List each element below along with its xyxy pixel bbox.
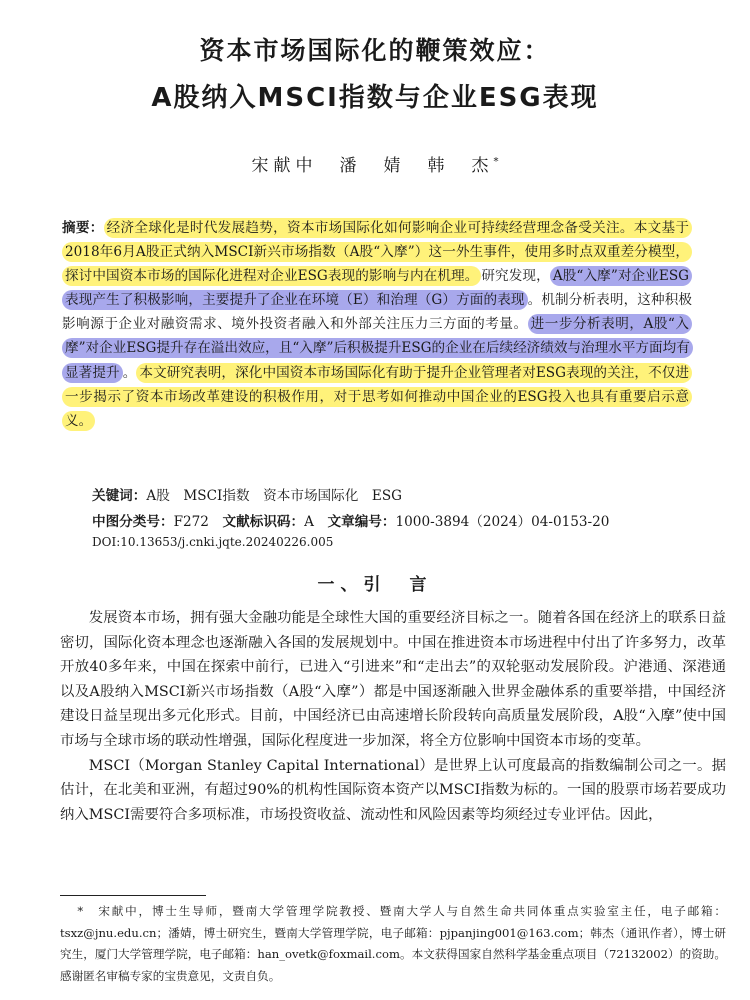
paper-title-line-2: A股纳入MSCI指数与企业ESG表现 (151, 83, 599, 113)
author-line (0, 151, 750, 176)
abstract-text: 。 (122, 364, 137, 381)
abstract-highlight-yellow: 经济全球化是时代发展趋势，资本市场国际化如何影响企业可持续经营理念备受关注。本文基于2018年6月A股正式纳入MSCI新兴市场指数（A股“入摩”）这一外生事件，使用多时点双重差分模型，探讨中国资本市场的国际化进程对企业ESG表现的影响与内在机理。 (62, 218, 692, 286)
keywords (92, 484, 402, 504)
abstract-label: 摘要： (62, 220, 104, 236)
footnote-divider (60, 895, 206, 896)
body-text (60, 606, 726, 827)
author-footnote-mark: * (493, 156, 499, 168)
paragraph: 发展资本市场，拥有强大金融功能是全球性大国的重要经济目标之一。随着各国在经济上的联系日益密切，国际化资本理念也逐渐融入各国的发展规划中。中国在推进资本市场进程中付出了许多努力，改革开放40多年来，中国在探索中前行，已进入“引进来”和“走出去”的双轮驱动发展阶段。沪港通、深港通以及A股纳入MSCI新兴市场指数（A股“入摩”）都是中国逐渐融入世界金融体系的重要举措，中国经济建设日益呈现出多元化形式。目前，中国经济已由高速增长阶段转向高质量发展阶段，A股“入摩”使中国市场与全球市场的联动性增强，国际化程度进一步加深，将全方位影响中国资本市场的变革。 (60, 610, 726, 749)
classification-line (92, 510, 609, 530)
paper-title-line-1: 资本市场国际化的鞭策效应： (199, 36, 551, 65)
doc-code-label: 文献标识码： (222, 514, 305, 530)
abstract-text: 研究发现， (481, 268, 550, 285)
abstract-highlight-purple: A股“入摩”对企业ESG表现产生了积极影响，主要提升了企业在环境（E）和治理（G）方面的表现 (62, 266, 692, 310)
keywords-value: A股 MSCI指数 资本市场国际化 ESG (146, 488, 403, 504)
abstract-highlight-purple: 进一步分析表明，A股“入摩”对企业ESG提升存在溢出效应，且“入摩”后积极提升ESG的企业在后续经济绩效与治理水平方面均有显著提升 (62, 314, 693, 382)
article-number-label: 文章编号： (327, 514, 396, 530)
paragraph: MSCI（Morgan Stanley Capital International）是世界上认可度最高的指数编制公司之一。据估计，在北美和亚洲，有超过90%的机构性国际资本资产以MSCI指数为标的。一国的股票市场若要成功纳入MSCI需要符合多项标准，市场投资收益、流动性和风险因素等均须经过专业评估。因此， (60, 757, 726, 823)
abstract (62, 216, 692, 433)
section-heading: 一、引 言 (317, 575, 433, 595)
clc-label: 中图分类号： (92, 514, 174, 530)
abstract-text: 。机制分析表明，这种积极影响源于企业对融资需求、境外投资者融入和外部关注压力三方面的考量。 (62, 292, 693, 333)
footnote: * 宋献中，博士生导师，暨南大学管理学院教授、暨南大学人与自然生命共同体重点实验室主任，电子邮箱：tsxz@jnu.edu.cn；潘婧，博士研究生，暨南大学管理学院，电子邮箱：pjpanjing001@163.com；韩杰（通讯作者），博士研究生，厦门大学管理学院，电子邮箱：han_ovetk@foxmail.com。本文获得国家自然科学基金重点项目（72132002）的资助。感谢匿名审稿专家的宝贵意见，文责自负。 (60, 904, 726, 983)
doc-code-value: A (304, 514, 314, 530)
doi: DOI:10.13653/j.cnki.jqte.20240226.005 (92, 535, 334, 549)
article-number-value: 1000-3894（2024）04-0153-20 (395, 514, 610, 530)
abstract-highlight-yellow: 本文研究表明，深化中国资本市场国际化有助于提升企业管理者对ESG表现的关注，不仅进一步揭示了资本市场改革建设的积极作用，对于思考如何推动中国企业的ESG投入也具有重要启示意义。 (62, 363, 692, 431)
author-names: 宋献中 潘 婧 韩 杰 (251, 156, 494, 176)
clc-value: F272 (173, 514, 209, 530)
keywords-label: 关键词： (92, 488, 147, 504)
